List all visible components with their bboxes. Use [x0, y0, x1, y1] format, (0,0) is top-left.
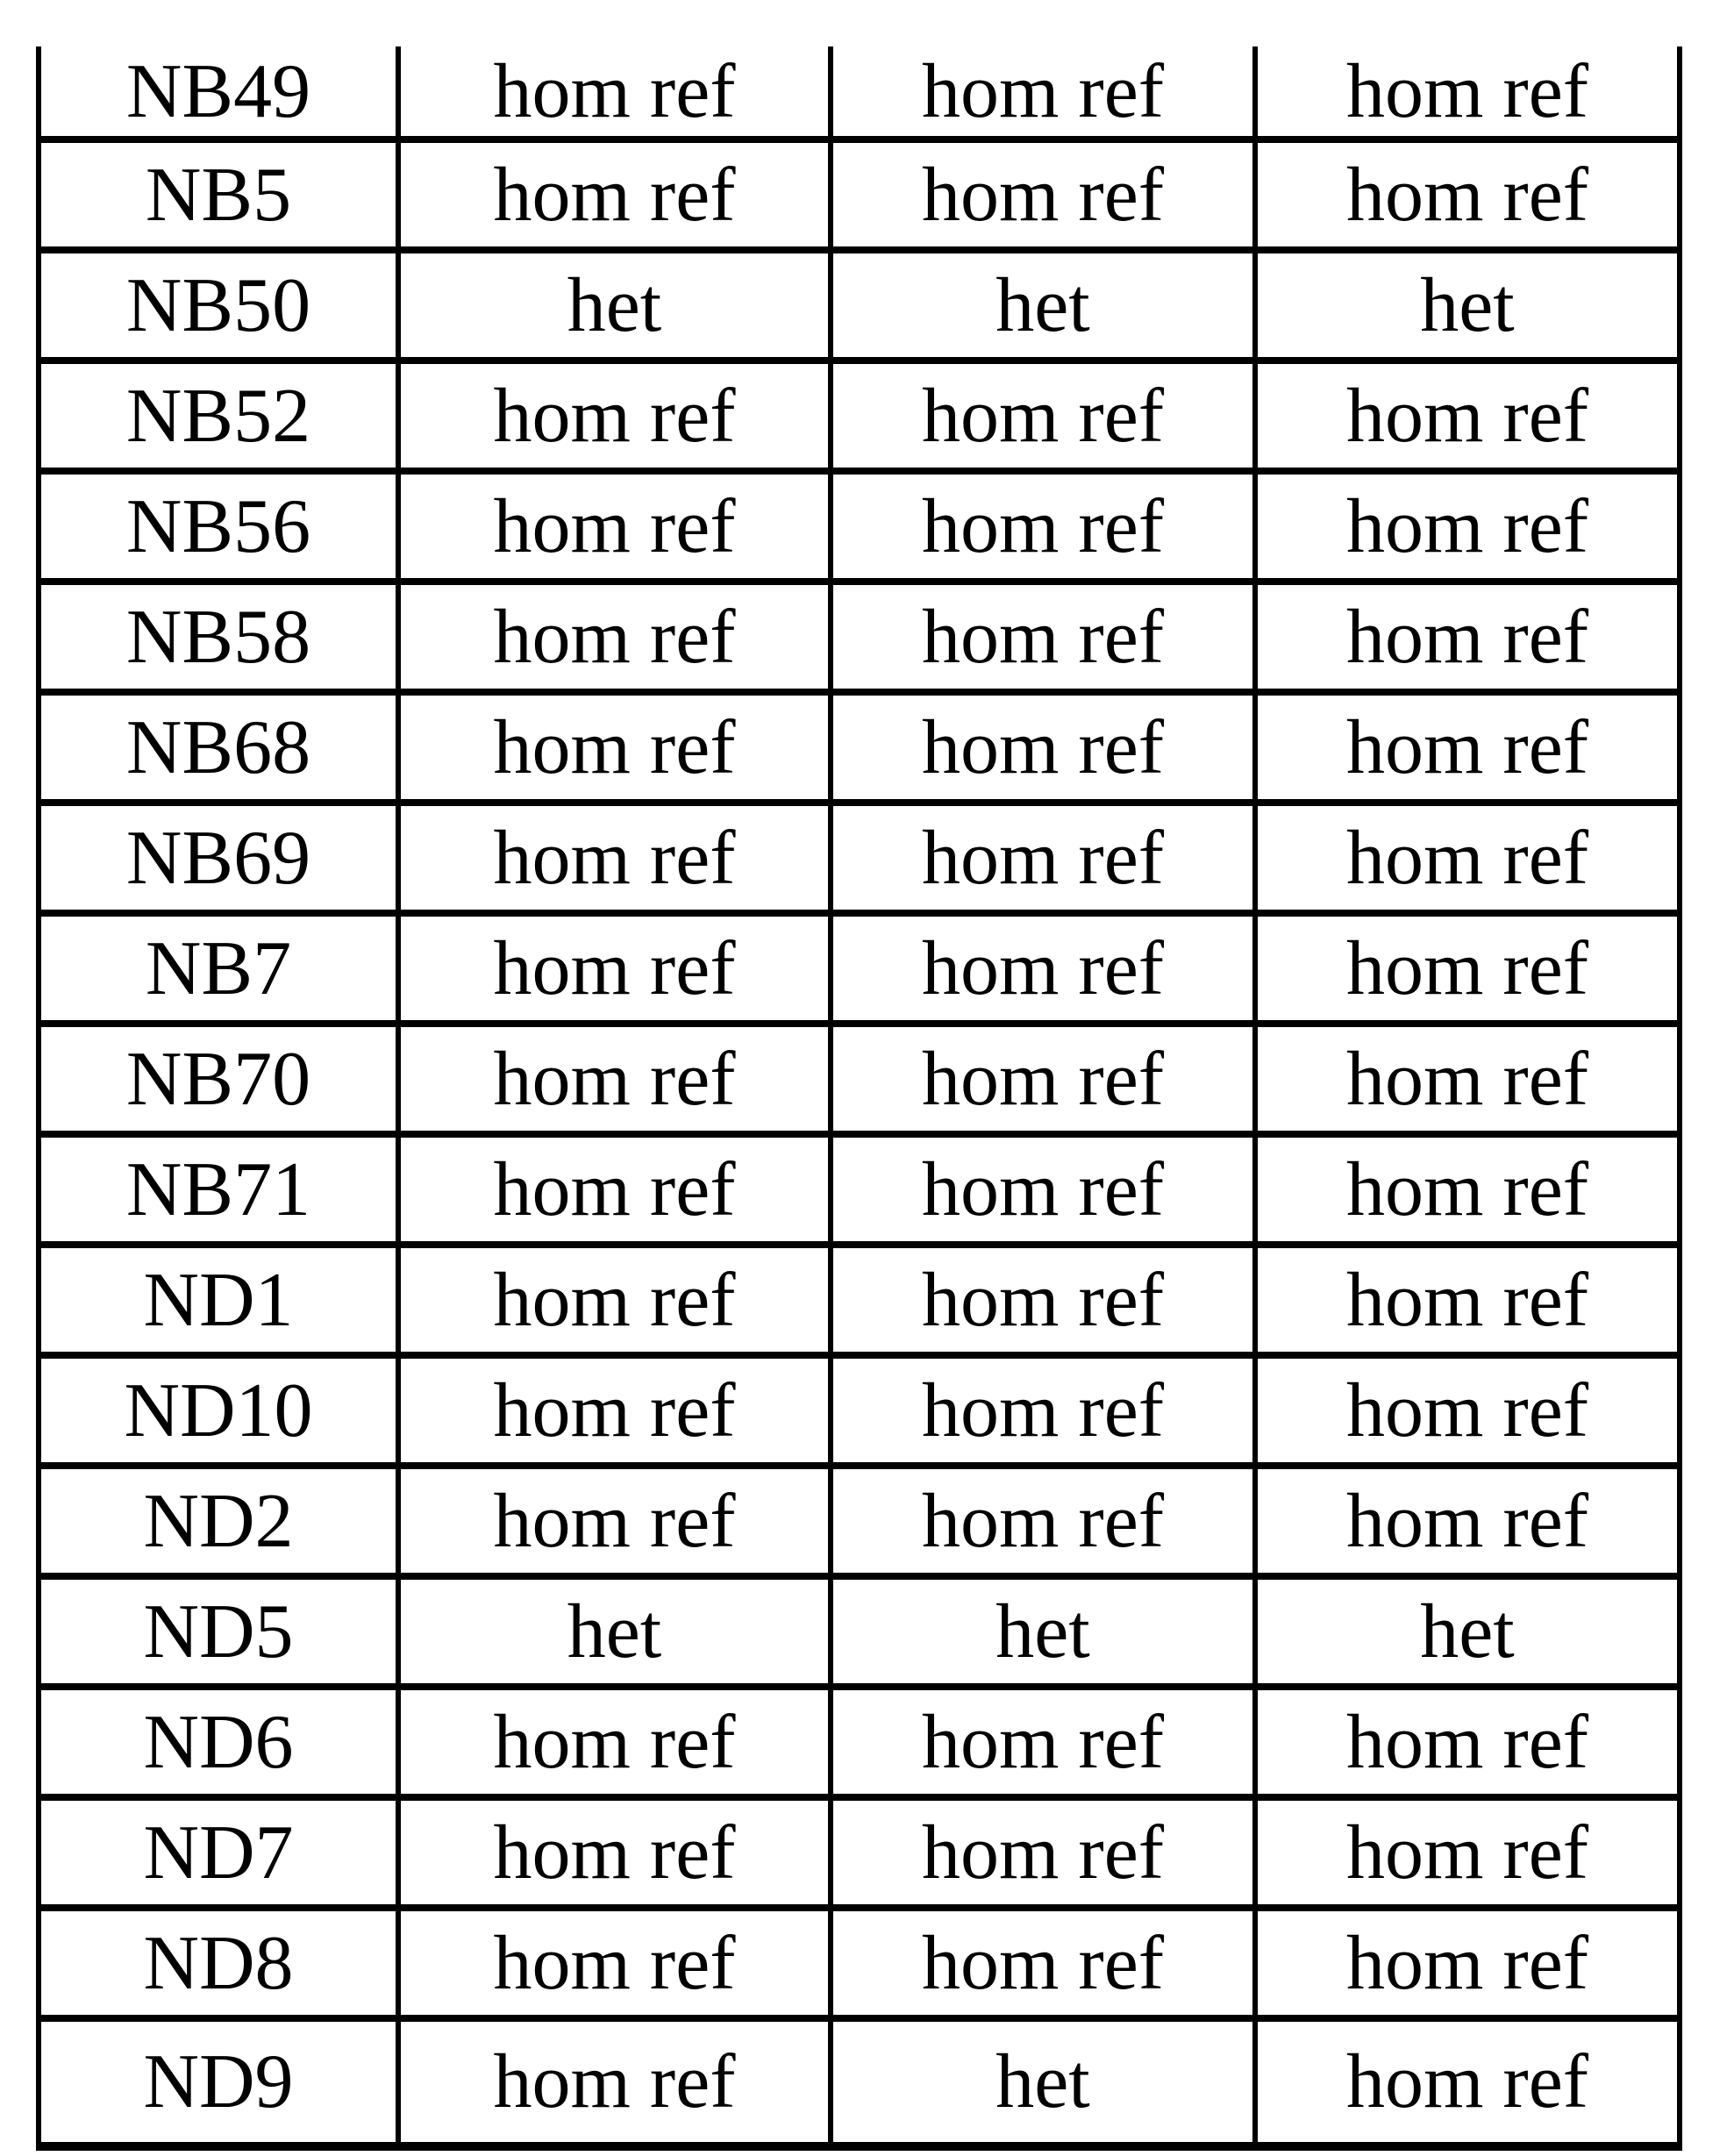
genotype-cell: hom ref — [401, 1801, 833, 1904]
table-row — [41, 1138, 1677, 1248]
genotype-cell: hom ref — [833, 917, 1258, 1020]
genotype-cell: hom ref — [401, 475, 833, 578]
genotype-cell: hom ref — [1345, 925, 1589, 1011]
genotype-cell: hom ref — [1345, 704, 1589, 790]
genotype-cell: hom ref — [401, 1911, 833, 2015]
genotype-cell: hom ref — [401, 1690, 833, 1794]
genotype-cell: hom ref — [833, 1027, 1258, 1131]
genotype-cell: hom ref — [401, 917, 833, 1020]
sample-cell: ND9 — [41, 2022, 401, 2142]
genotype-cell: hom ref — [401, 806, 833, 910]
genotype-cell: hom ref — [401, 2022, 833, 2142]
table-row — [41, 1580, 1677, 1690]
genotype-table — [36, 46, 1682, 2151]
genotype-cell: hom ref — [833, 1138, 1258, 1241]
genotype-cell: hom ref — [833, 364, 1258, 468]
genotype-cell: hom ref — [1345, 815, 1589, 901]
genotype-cell: hom ref — [833, 806, 1258, 910]
table-row — [41, 1359, 1677, 1469]
sample-cell: NB50 — [41, 253, 401, 357]
table-row — [41, 1248, 1677, 1359]
genotype-cell: hom ref — [401, 1027, 833, 1131]
genotype-cell: hom ref — [833, 696, 1258, 799]
sample-cell: NB56 — [41, 475, 401, 578]
table-row — [41, 46, 1677, 143]
genotype-cell: het — [401, 1580, 833, 1683]
sample-cell: ND1 — [41, 1248, 401, 1352]
genotype-cell: hom ref — [401, 1469, 833, 1573]
sample-cell: NB70 — [41, 1027, 401, 1131]
genotype-cell: het — [401, 253, 833, 357]
genotype-cell: het — [1420, 262, 1515, 348]
genotype-cell: hom ref — [401, 1248, 833, 1352]
genotype-cell: hom ref — [1345, 1367, 1589, 1453]
genotype-cell: hom ref — [401, 585, 833, 689]
genotype-cell: hom ref — [401, 1359, 833, 1462]
genotype-cell: hom ref — [1345, 373, 1589, 459]
sample-cell: ND10 — [41, 1359, 401, 1462]
genotype-cell: hom ref — [1345, 48, 1589, 134]
sample-cell: NB52 — [41, 364, 401, 468]
genotype-cell: hom ref — [833, 1690, 1258, 1794]
sample-cell: NB7 — [41, 917, 401, 1020]
table-row — [41, 253, 1677, 364]
table-row — [41, 364, 1677, 475]
genotype-cell: hom ref — [401, 143, 833, 246]
sample-cell: NB5 — [41, 143, 401, 246]
sample-cell: ND5 — [41, 1580, 401, 1683]
genotype-cell: hom ref — [1345, 1478, 1589, 1564]
sample-cell: NB68 — [41, 696, 401, 799]
table-row — [41, 1690, 1677, 1801]
genotype-cell: hom ref — [1345, 594, 1589, 680]
genotype-cell: hom ref — [1345, 1699, 1589, 1785]
table-row — [41, 1911, 1677, 2022]
genotype-cell: hom ref — [1345, 2039, 1589, 2124]
genotype-cell: hom ref — [1345, 1920, 1589, 2006]
table-row — [41, 2022, 1677, 2142]
genotype-cell: het — [1420, 1588, 1515, 1674]
genotype-cell: hom ref — [1345, 483, 1589, 569]
genotype-cell: hom ref — [1345, 152, 1589, 238]
sample-cell: NB69 — [41, 806, 401, 910]
table-row — [41, 696, 1677, 806]
genotype-cell: hom ref — [833, 1469, 1258, 1573]
table-row — [41, 1801, 1677, 1911]
genotype-cell: hom ref — [401, 46, 833, 136]
sample-cell: ND7 — [41, 1801, 401, 1904]
genotype-cell: hom ref — [401, 1138, 833, 1241]
sample-cell: ND6 — [41, 1690, 401, 1794]
genotype-cell: hom ref — [833, 1911, 1258, 2015]
sample-cell: NB49 — [41, 46, 401, 136]
genotype-cell: hom ref — [1345, 1146, 1589, 1232]
genotype-cell: hom ref — [833, 585, 1258, 689]
table-row — [41, 1469, 1677, 1580]
genotype-cell: hom ref — [401, 696, 833, 799]
genotype-cell: hom ref — [833, 1248, 1258, 1352]
genotype-cell: hom ref — [1345, 1036, 1589, 1122]
table-row — [41, 806, 1677, 917]
genotype-cell: hom ref — [833, 1801, 1258, 1904]
genotype-cell: hom ref — [833, 46, 1258, 136]
genotype-cell: het — [833, 2022, 1258, 2142]
table-row — [41, 917, 1677, 1027]
sample-cell: ND8 — [41, 1911, 401, 2015]
table-row — [41, 475, 1677, 585]
genotype-cell: hom ref — [833, 143, 1258, 246]
table-row — [41, 143, 1677, 253]
sample-cell: ND2 — [41, 1469, 401, 1573]
genotype-cell: het — [833, 253, 1258, 357]
table-row — [41, 585, 1677, 696]
genotype-cell: hom ref — [833, 475, 1258, 578]
genotype-cell: het — [833, 1580, 1258, 1683]
genotype-cell: hom ref — [833, 1359, 1258, 1462]
genotype-cell: hom ref — [1345, 1257, 1589, 1343]
genotype-cell: hom ref — [401, 364, 833, 468]
genotype-cell: hom ref — [1345, 1810, 1589, 1895]
sample-cell: NB58 — [41, 585, 401, 689]
table-row — [41, 1027, 1677, 1138]
sample-cell: NB71 — [41, 1138, 401, 1241]
